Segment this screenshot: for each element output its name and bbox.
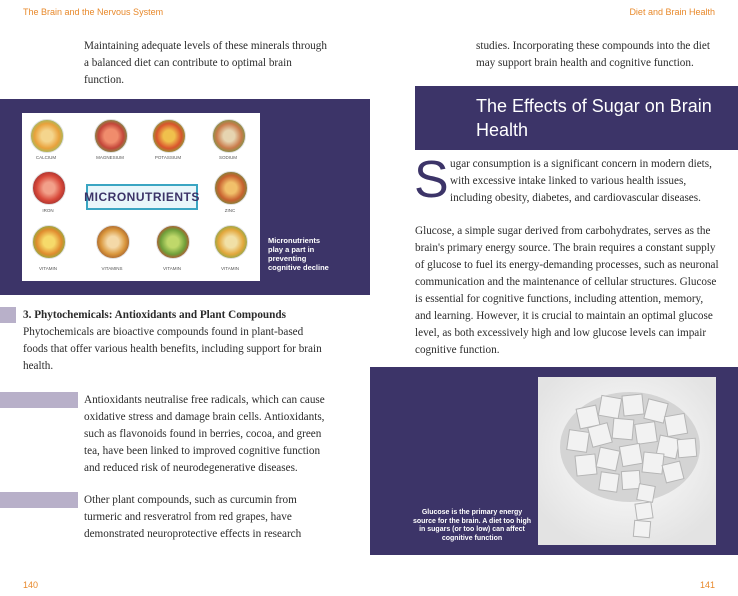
- calcium-plate-icon: [30, 119, 64, 153]
- bullet-bar-2: [0, 492, 78, 508]
- label-sodium: SODIUM: [219, 155, 237, 160]
- intro-paragraph: Maintaining adequate levels of these minerals through a balanced diet can contribute to optimal brain function.: [84, 40, 327, 86]
- running-header-left: The Brain and the Nervous System: [23, 7, 164, 17]
- section-heading: 3. Phytochemicals: Antioxidants and Plant Compounds: [23, 309, 286, 321]
- section-intro: Phytochemicals are bioactive compounds found in plant-based foods that offer various health benefits, including support for brain health.: [23, 326, 322, 372]
- bullet-bar-1: [0, 392, 78, 408]
- label-calcium: CALCIUM: [35, 155, 57, 160]
- vitamin-plate-icon-3: [156, 225, 190, 259]
- micronutrients-caption: Micronutrients play a part in preventing cognitive decline: [268, 236, 329, 272]
- sugar-caption: Glucose is the primary energy source for the brain. A diet too high in sugars (or too low) can affect cognitive function: [412, 509, 532, 542]
- drop-cap: S: [414, 151, 449, 209]
- continued-paragraph: studies. Incorporating these compounds into the diet may support brain health and cognitive function.: [476, 40, 710, 69]
- lead-paragraph: ugar consumption is a significant concern in modern diets, with excessive intake linked to various health issues, including obesity, diabetes, and cardiovascular diseases.: [450, 158, 712, 204]
- bullet-antioxidants: Antioxidants neutralise free radicals, which can cause oxidative stress and damage brain cells. Antioxidants, such as flavonoids found in berries, cocoa, and green tea, have been linked to improved cognitive function and reduced risk of neurodegenerative diseases.: [84, 394, 325, 474]
- magnesium-plate-icon: [94, 119, 128, 153]
- iron-plate-icon: [32, 171, 66, 205]
- micronutrients-title: MICRONUTRIENTS: [86, 184, 198, 210]
- micronutrients-infographic: [22, 113, 260, 281]
- label-vitamin-3: VITAMIN: [163, 266, 181, 271]
- potassium-plate-icon: [152, 119, 186, 153]
- label-magnesium: MAGNESIUM: [96, 155, 124, 160]
- glucose-paragraph: Glucose, a simple sugar derived from carbohydrates, serves as the brain's primary energy source. The brain requires a constant supply of glucose to fuel its energy-demanding processes, such as neuronal communication and the maintenance of cellular structures. Glucose is essential for cognitive functions, including attention, memory, and learning. However, it is crucial to maintain an optimal glucose level, as both excessively high and low glucose levels can impair cognitive function.: [415, 225, 719, 356]
- running-header-right: Diet and Brain Health: [629, 7, 715, 17]
- label-potassium: POTASSIUM: [154, 155, 182, 160]
- label-iron: IRON: [42, 208, 54, 213]
- label-vitamin-4: VITAMIN: [221, 266, 239, 271]
- vitamin-plate-icon-2: [96, 225, 130, 259]
- label-vitamin-1: VITAMIN: [39, 266, 57, 271]
- page-number-left: 140: [23, 580, 39, 590]
- zinc-plate-icon: [214, 171, 248, 205]
- sodium-plate-icon: [212, 119, 246, 153]
- vitamin-plate-icon-4: [214, 225, 248, 259]
- sugar-brain-illustration: [538, 377, 716, 545]
- section-marker: [0, 307, 16, 323]
- bullet-plant-compounds: Other plant compounds, such as curcumin from turmeric and resveratrol from red grapes, have demonstrated neuroprotective effects in research: [84, 494, 302, 540]
- label-vitamins: VITAMINS: [101, 266, 123, 271]
- sugar-cube-brain-image: [538, 377, 716, 545]
- section-title: The Effects of Sugar on Brain Health: [476, 96, 712, 140]
- vitamin-plate-icon-1: [32, 225, 66, 259]
- page-number-right: 141: [699, 580, 715, 590]
- label-zinc: ZINC: [224, 208, 236, 213]
